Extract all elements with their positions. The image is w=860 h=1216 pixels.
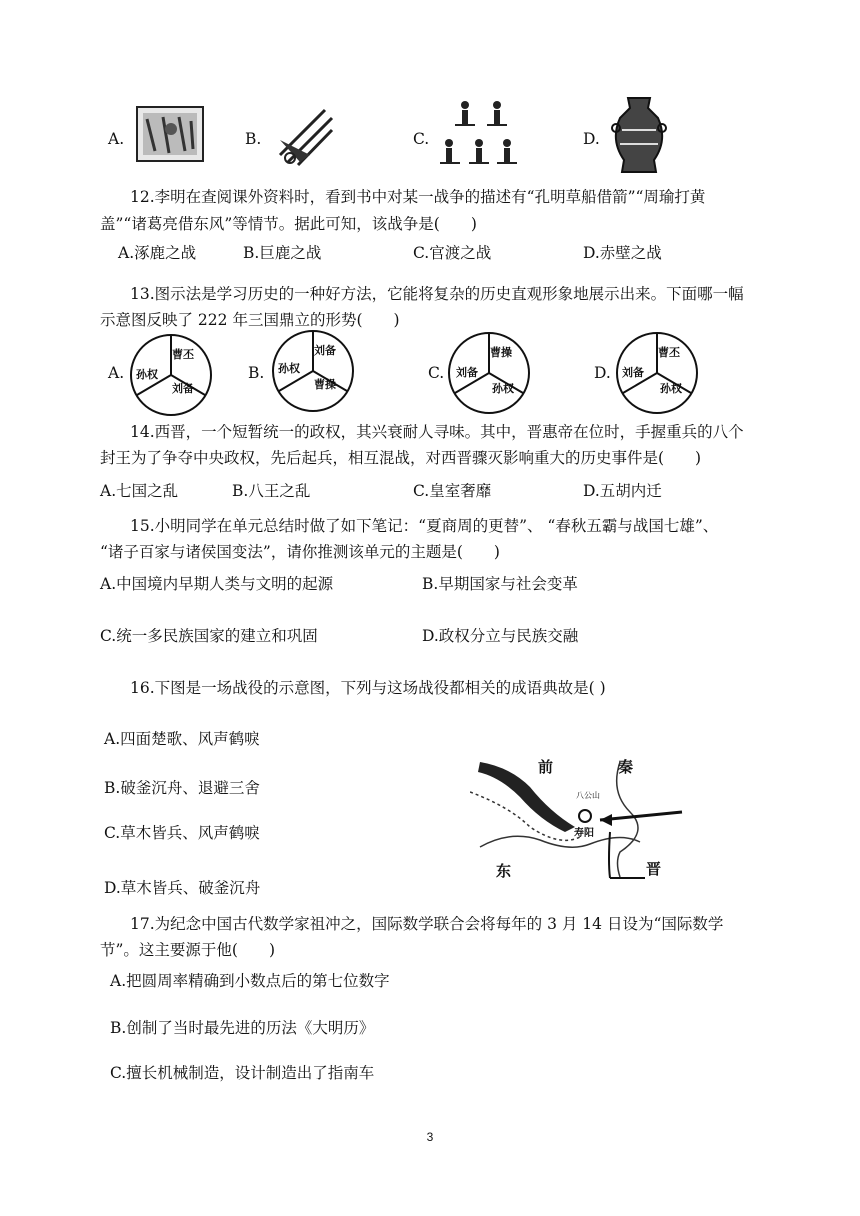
map-label-bagong: 八公山 (576, 791, 600, 800)
q13-b-top: 刘备 (314, 344, 336, 357)
q17-stem-line2: 节”。这主要源于他( ) (100, 941, 276, 959)
q13-b-left: 孙权 (278, 362, 300, 375)
q13-stem-line1: 13.图示法是学习历史的一种好方法，它能将复杂的历史直观形象地展示出来。下面哪一幅 (130, 285, 744, 303)
q17-option-a[interactable]: A.把圆周率精确到小数点后的第七位数字 (110, 972, 390, 990)
q16-option-d[interactable]: D.草木皆兵、破釜沉舟 (104, 879, 261, 897)
q12-stem-line2: 盖”“诸葛亮借东风”等情节。据此可知，该战争是( ) (100, 215, 477, 233)
map-label-qian: 前 (538, 758, 554, 776)
q12-option-d[interactable]: D.赤壁之战 (583, 244, 662, 262)
q16-option-b[interactable]: B.破釜沉舟、退避三舍 (104, 779, 260, 797)
q16-option-c[interactable]: C.草木皆兵、风声鹤唳 (104, 824, 260, 842)
q13-a-right: 刘备 (172, 382, 194, 395)
bronze-vessel-icon (608, 94, 670, 178)
q13-a-left: 孙权 (136, 368, 158, 381)
q13-c-left: 刘备 (456, 366, 478, 379)
q13-b-right: 曹操 (314, 378, 336, 391)
map-label-jin: 晋 (646, 860, 662, 878)
chariot-figure-icon (270, 100, 340, 170)
q12-option-b[interactable]: B.巨鹿之战 (243, 244, 322, 262)
map-label-shouyang: 寿阳 (574, 828, 594, 839)
q11-option-a-label: A. (108, 130, 125, 148)
q15-option-d[interactable]: D.政权分立与民族交融 (422, 627, 579, 645)
dancing-figures-icon (435, 95, 525, 175)
battle-map (470, 752, 690, 882)
q15-option-b[interactable]: B.早期国家与社会变革 (422, 575, 578, 593)
q17-stem-line1: 17.为纪念中国古代数学家祖冲之，国际数学联合会将每年的 3 月 14 日设为“国际数学 (130, 915, 724, 933)
map-label-qin: 秦 (618, 758, 634, 776)
q11-option-b-label: B. (245, 130, 262, 148)
q14-stem-line1: 14.西晋，一个短暂统一的政权，其兴衰耐人寻味。其中，晋惠帝在位时，手握重兵的八个 (130, 423, 744, 441)
relief-carving-icon (135, 105, 205, 163)
q11-option-c-label: C. (413, 130, 430, 148)
q13-c-right: 孙权 (492, 382, 514, 395)
q17-option-c[interactable]: C.擅长机械制造，设计制造出了指南车 (110, 1064, 375, 1082)
map-label-dong: 东 (496, 862, 512, 880)
q14-option-b[interactable]: B.八王之乱 (232, 482, 311, 500)
q14-stem-line2: 封王为了争夺中央政权，先后起兵，相互混战，对西晋骤灭影响重大的历史事件是( ) (100, 449, 702, 467)
q15-stem-line2: “诸子百家与诸侯国变法”，请你推测该单元的主题是( ) (100, 543, 500, 561)
q13-d-right: 孙权 (660, 382, 682, 395)
q12-option-a[interactable]: A.涿鹿之战 (118, 244, 197, 262)
q13-option-d-label[interactable]: D. (594, 364, 611, 382)
q13-a-top: 曹丕 (172, 348, 194, 361)
q13-d-top: 曹丕 (658, 346, 680, 359)
q15-option-a[interactable]: A.中国境内早期人类与文明的起源 (100, 575, 334, 593)
q12-option-c[interactable]: C.官渡之战 (413, 244, 492, 262)
page-number: 3 (426, 1130, 434, 1144)
q16-stem: 16.下图是一场战役的示意图，下列与这场战役都相关的成语典故是( ) (130, 679, 606, 697)
q14-option-a[interactable]: A.七国之乱 (100, 482, 179, 500)
q17-option-b[interactable]: B.创制了当时最先进的历法《大明历》 (110, 1019, 375, 1037)
q15-stem-line1: 15.小明同学在单元总结时做了如下笔记：“夏商周的更替”、 “春秋五霸与战国七雄”、 (130, 517, 719, 535)
q13-option-b-label[interactable]: B. (248, 364, 265, 382)
q14-option-d[interactable]: D.五胡内迁 (583, 482, 662, 500)
q12-stem-line1: 12.李明在查阅课外资料时，看到书中对某一战争的描述有“孔明草船借箭”“周瑜打黄 (130, 188, 706, 206)
q15-option-c[interactable]: C.统一多民族国家的建立和巩固 (100, 627, 318, 645)
q13-c-top: 曹操 (490, 346, 512, 359)
q13-stem-line2: 示意图反映了 222 年三国鼎立的形势( ) (100, 311, 400, 329)
q13-option-c-label[interactable]: C. (428, 364, 445, 382)
q11-option-d-label: D. (583, 130, 600, 148)
q13-option-a-label[interactable]: A. (108, 364, 125, 382)
q14-option-c[interactable]: C.皇室奢靡 (413, 482, 492, 500)
q16-option-a[interactable]: A.四面楚歌、风声鹤唳 (104, 730, 260, 748)
q13-d-left: 刘备 (622, 366, 644, 379)
